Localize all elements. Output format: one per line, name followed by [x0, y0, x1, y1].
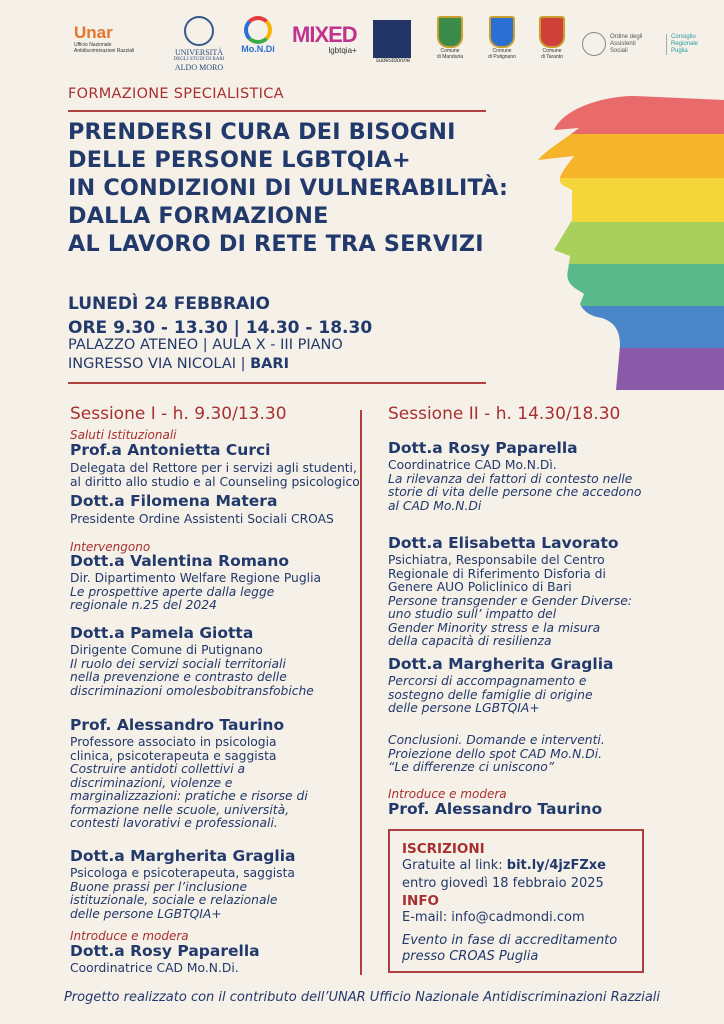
- ordine-emblem-icon: [582, 32, 606, 56]
- talk: Psicologa e psicoterapeuta, saggista Buone prassi per l’inclusione istituzionale, sociale e relazionale delle persone LGBTQIA+: [70, 866, 295, 921]
- comune-taranto-logo: Comune di Taranto: [530, 16, 574, 60]
- sudestdonne-logo: sudestdonne: [373, 20, 413, 64]
- talk: Percorsi di accompagnamento e sostegno delle famiglie di origine delle persone LGBTQIA+: [388, 674, 593, 715]
- sudestdonne-mark-icon: [373, 20, 411, 58]
- info-heading: INFO: [402, 893, 440, 909]
- uniba-seal-icon: [184, 16, 214, 46]
- comune-manduria-logo: Comune di Manduria: [428, 16, 472, 60]
- talk: Coordinatrice CAD Mo.N.Dì. La rilevanza dei fattori di contesto nelle storie di vita delle persone che accedono al CAD Mo.N.Di: [388, 458, 642, 513]
- registration-box: [388, 829, 644, 973]
- registration-deadline: entro giovedì 18 febbraio 2025: [402, 876, 604, 891]
- crest-icon: [539, 16, 565, 48]
- rainbow-head-illustration: [524, 90, 724, 390]
- registration-link[interactable]: bit.ly/4jzFZxe: [506, 858, 606, 873]
- mondi-circle-icon: [244, 16, 272, 44]
- page-title: PRENDERSI CURA DEI BISOGNI DELLE PERSONE LGBTQIA+ IN CONDIZIONI DI VULNERABILITÀ: DALLA FORMAZIONE AL LAVORO DI RETE TRA SERVIZI: [68, 119, 509, 257]
- comune-putignano-logo: Comune di Putignano: [480, 16, 524, 60]
- speaker-name: Dott.a Pamela Giotta: [70, 624, 254, 642]
- conclusions: Conclusioni. Domande e interventi. Proiezione dello spot CAD Mo.N.Di. “Le differenze ci uniscono”: [388, 733, 605, 774]
- speaker-name: Dott.a Rosy Paparella: [388, 439, 578, 457]
- speaker-name: Prof.a Antonietta Curci: [70, 441, 271, 459]
- saluti-label: Saluti Istituzionali: [70, 428, 177, 442]
- talk: Dirigente Comune di Putignano Il ruolo dei servizi sociali territoriali nella prevenzione e contrasto delle discriminazioni omolesbobitransfobiche: [70, 643, 314, 698]
- session-1-title: Sessione I - h. 9.30/13.30: [70, 404, 287, 424]
- unar-logo: Unar Ufficio Nazionale Antidiscriminazioni Razziali: [74, 23, 135, 54]
- speaker-name: Prof. Alessandro Taurino: [70, 716, 285, 734]
- speaker-role: Coordinatrice CAD Mo.N.Di.: [70, 961, 239, 975]
- divider: [68, 382, 486, 384]
- mixed-logo: MIXED lgbtqia+: [292, 22, 357, 55]
- speaker-name: Dott.a Margherita Graglia: [70, 847, 296, 865]
- event-place: PALAZZO ATENEO | AULA X - III PIANO INGRESSO VIA NICOLAI | BARI: [68, 337, 343, 372]
- talk: Psichiatra, Responsabile del Centro Regionale di Riferimento Disforia di Genere AUO Policlinico di Bari Persone transgender e Gender Diverse: uno studio sull’ impatto del Gender Minority stress e la misura della capacità di resilienza: [388, 553, 632, 648]
- mondi-logo: Mo.N.Di: [238, 16, 278, 54]
- kicker: FORMAZIONE SPECIALISTICA: [68, 86, 284, 102]
- speaker-role: Presidente Ordine Assistenti Sociali CROAS: [70, 512, 334, 526]
- speaker-name: Dott.a Filomena Matera: [70, 492, 278, 510]
- session-2-title: Sessione II - h. 14.30/18.30: [388, 404, 621, 424]
- speaker-role: Delegata del Rettore per i servizi agli studenti, al diritto allo studio e al Counseling psicologico: [70, 461, 360, 489]
- contact-email[interactable]: E-mail: info@cadmondi.com: [402, 910, 585, 925]
- accreditation-note: presso CROAS Puglia: [402, 949, 539, 964]
- uniba-logo: UNIVERSITÀ DEGLI STUDI DI BARI ALDO MORO: [168, 16, 230, 72]
- talk: Dir. Dipartimento Welfare Regione Puglia Le prospettive aperte dalla legge regionale n.25 del 2024: [70, 571, 322, 612]
- registration-link-line: Gratuite al link: bit.ly/4jzFZxe: [402, 858, 606, 873]
- partner-logos: Unar Ufficio Nazionale Antidiscriminazioni Razziali UNIVERSITÀ DEGLI STUDI DI BARI ALDO MORO Mo.N.Di MIXED lgbtqia+ sudestdonne Comune di Manduria Comune di Putignano Comune di Taranto Ordine degli Assistenti Sociali Consiglio Regionale Puglia: [70, 14, 710, 80]
- moderator-label: Introduce e modera: [388, 787, 507, 801]
- speaker-name: Dott.a Elisabetta Lavorato: [388, 534, 619, 552]
- divider: [68, 110, 486, 112]
- speaker-name: Dott.a Valentina Romano: [70, 552, 290, 570]
- speaker-name: Prof. Alessandro Taurino: [388, 800, 603, 818]
- speaker-name: Dott.a Margherita Graglia: [388, 655, 614, 673]
- crest-icon: [489, 16, 515, 48]
- moderator-label: Introduce e modera: [70, 929, 189, 943]
- event-date: LUNEDÌ 24 FEBBRAIO ORE 9.30 - 13.30 | 14.30 - 18.30: [68, 294, 373, 338]
- footer-credit: Progetto realizzato con il contributo dell’UNAR Ufficio Nazionale Antidiscriminazioni Razziali: [63, 990, 661, 1005]
- iscrizioni-heading: ISCRIZIONI: [402, 841, 485, 857]
- crest-icon: [437, 16, 463, 48]
- column-divider: [360, 410, 362, 975]
- intervengono-label: Intervengono: [70, 540, 151, 554]
- accreditation-note: Evento in fase di accreditamento: [402, 933, 618, 948]
- talk: Professore associato in psicologia clinica, psicoterapeuta e saggista Costruire antidoti collettivi a discriminazioni, violenze e marginalizzazioni: pratiche e risorse di formazione nelle scuole, università, contesti lavorativi e professionali.: [70, 735, 308, 830]
- speaker-name: Dott.a Rosy Paparella: [70, 942, 260, 960]
